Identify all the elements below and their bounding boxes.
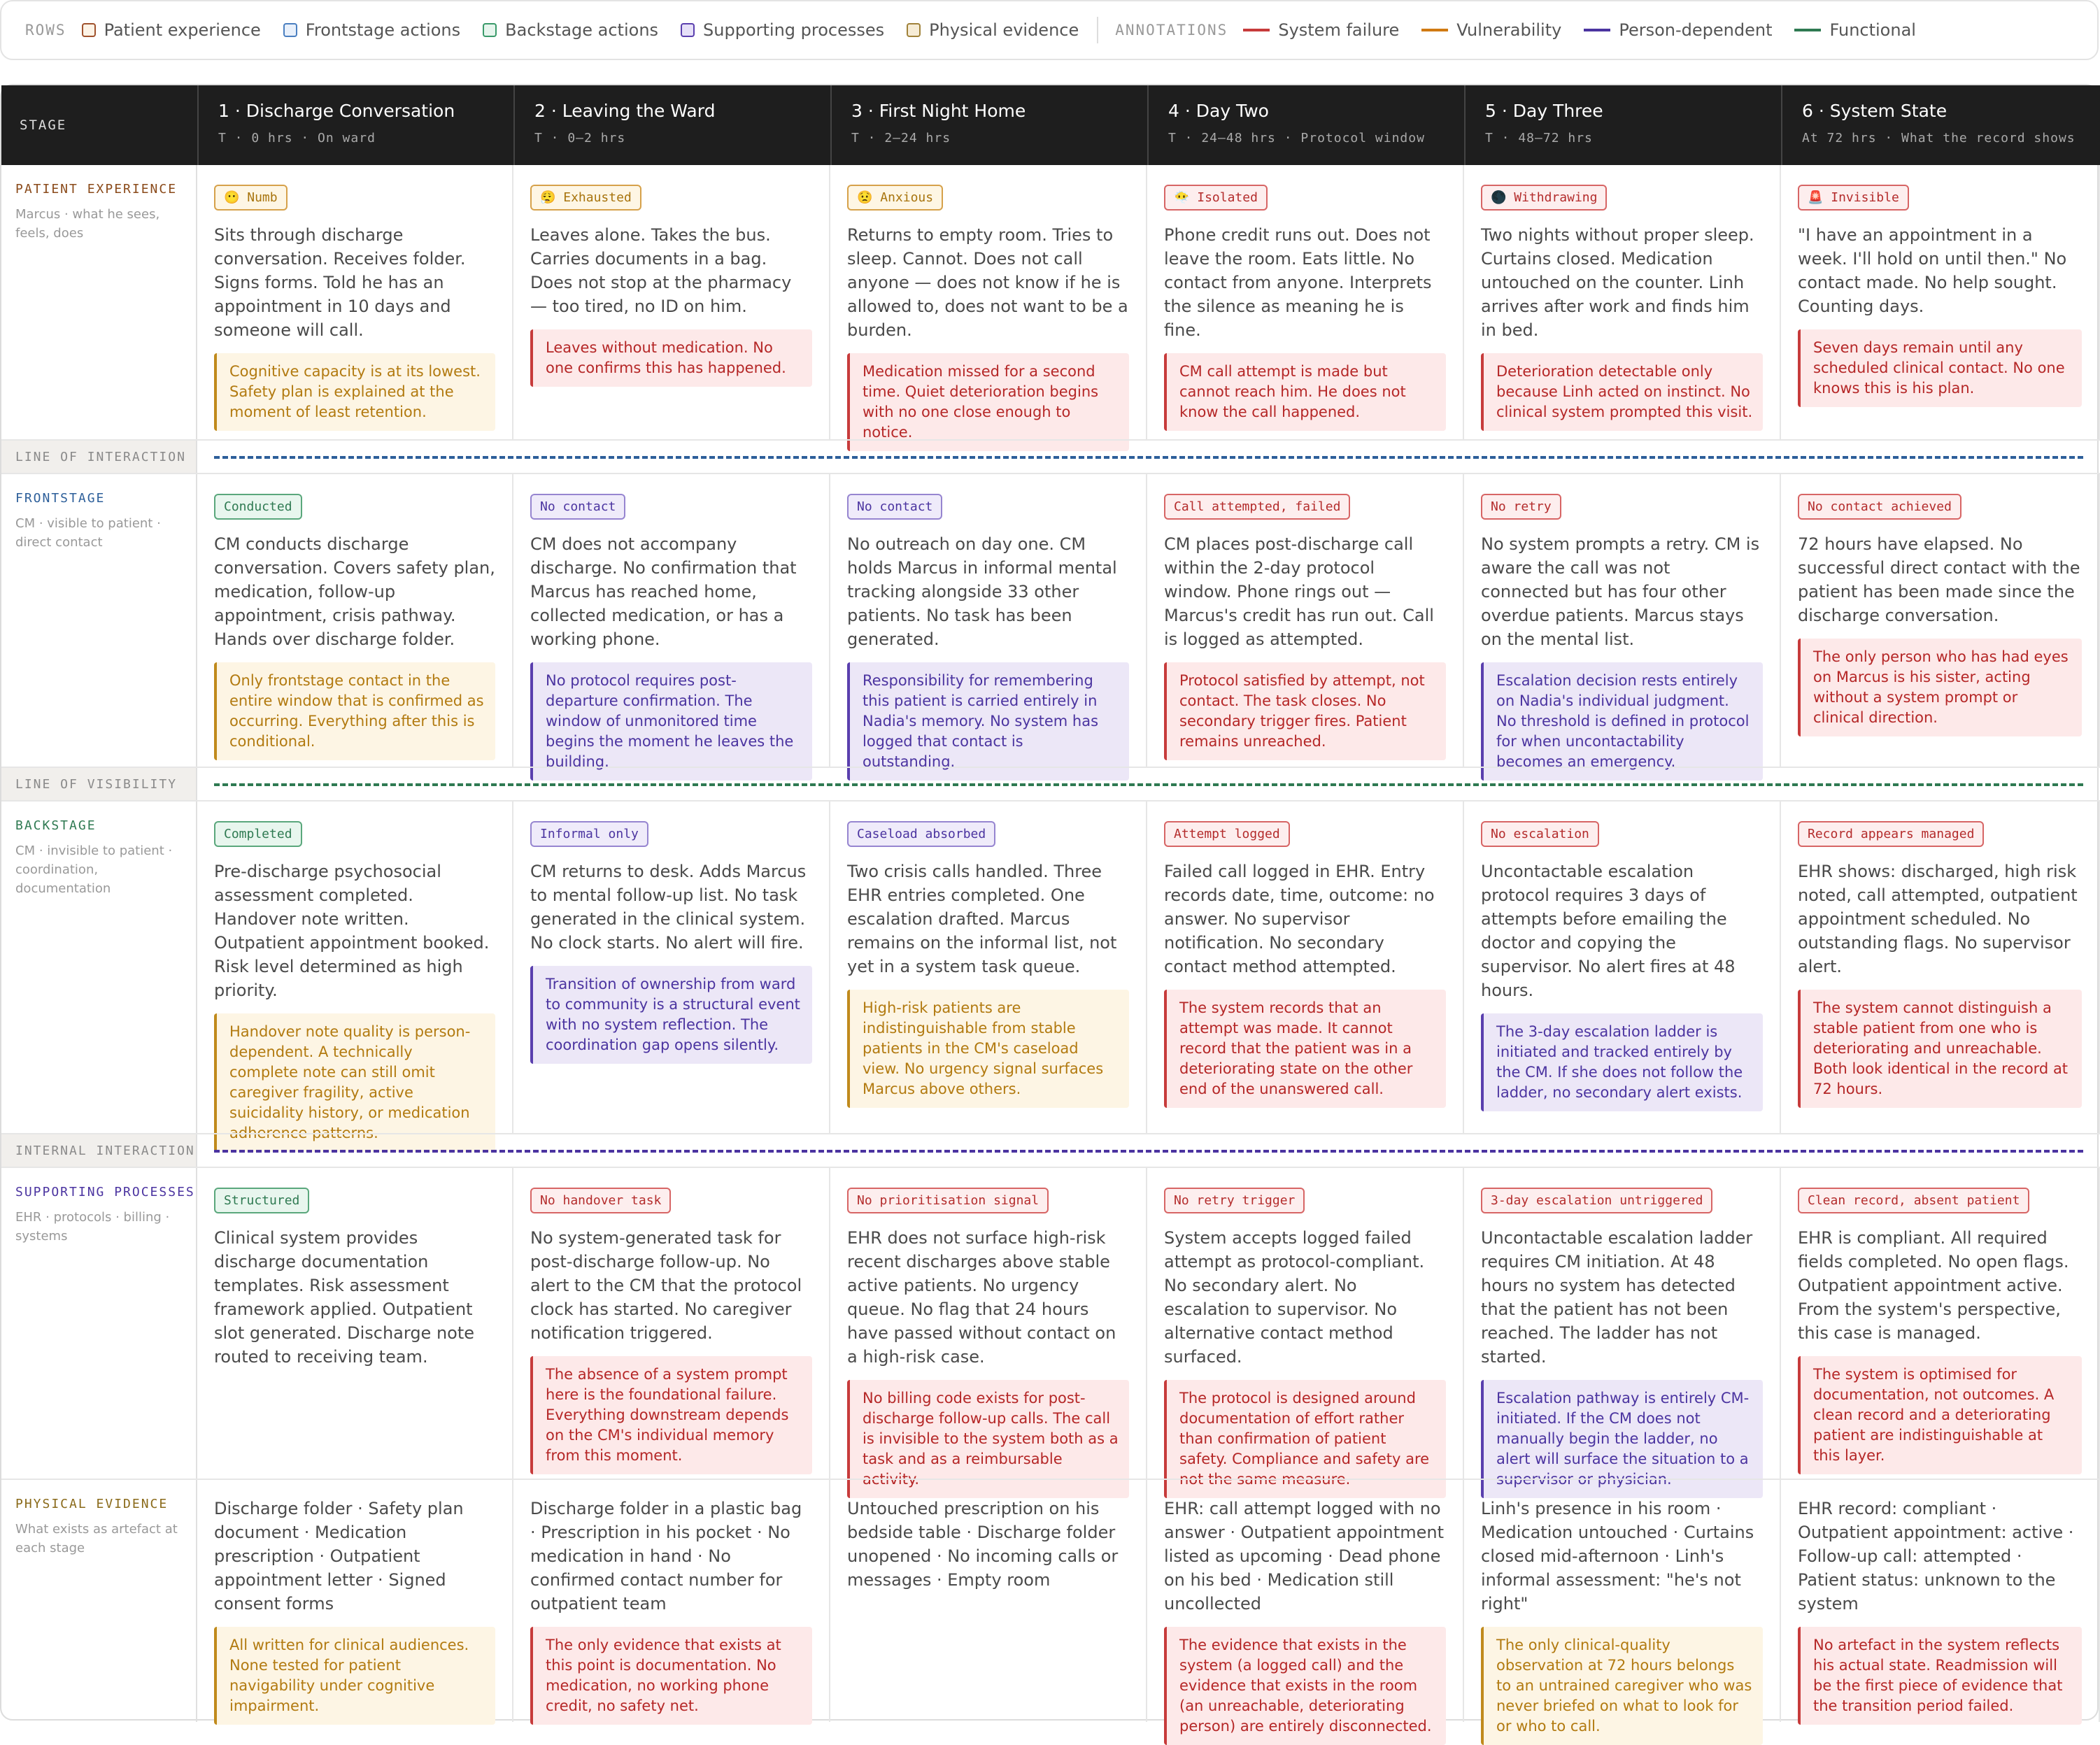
- annotation-note: Handover note quality is person-dependent. A technically complete note can still omit caregiver fragility, active suicidality history, or medication adherence patterns.: [214, 1013, 495, 1152]
- cell-backstage-stage-5: [1464, 802, 1781, 1133]
- status-badge: Structured: [214, 1188, 309, 1213]
- legend-swatch: [681, 23, 695, 37]
- status-badge: No handover task: [530, 1188, 671, 1213]
- legend-label: Patient experience: [104, 20, 261, 40]
- status-badge: 😶 Numb: [214, 185, 288, 211]
- annotation-note: Protocol satisfied by attempt, not contact. The task closes. No secondary trigger fires. Patient remains unreached.: [1164, 662, 1446, 760]
- status-badge: Conducted: [214, 494, 302, 520]
- status-badge: 😮‍💨 Exhausted: [530, 185, 641, 211]
- annotation-note: The only clinical-quality observation at 72 hours belongs to an untrained caregiver who was never briefed on what to look for or who to call.: [1481, 1627, 1763, 1745]
- cell-description: EHR: call attempt logged with no answer · Outpatient appointment listed as upcoming · Dead phone on his bed · Medication still uncollected: [1164, 1499, 1445, 1614]
- divider-label: LINE OF INTERACTION: [1, 441, 197, 473]
- legend-annotation-functional: [1794, 20, 1915, 40]
- legend-line: [1421, 29, 1448, 31]
- annotation-note: The system is optimised for documentation, not outcomes. A clean record and a deteriorating patient are indistinguishable at this layer.: [1798, 1356, 2082, 1474]
- cell-frontstage-stage-5: [1464, 474, 1781, 770]
- legend-annotation-person-dependent: [1584, 20, 1772, 40]
- cell-physical-evidence-stage-6: [1781, 1480, 2100, 1722]
- cell-description: Failed call logged in EHR. Entry records date, time, outcome: no answer. No supervisor notification. No secondary contact method attempted.: [1164, 862, 1435, 976]
- stage-header-3: [830, 85, 1147, 165]
- status-badge: No contact: [530, 494, 625, 520]
- cell-supporting-processes-stage-1: [197, 1168, 513, 1479]
- cell-backstage-stage-1: [197, 802, 513, 1141]
- cell-description: EHR record: compliant · Outpatient appointment: active · Follow-up call: attempted · Patient status: unknown to the system: [1798, 1499, 2074, 1614]
- status-badge: No prioritisation signal: [847, 1188, 1049, 1213]
- row-supporting-processes: [1, 1168, 2100, 1488]
- stage-header-5: [1464, 85, 1781, 165]
- annotation-note: The evidence that exists in the system (a logged call) and the evidence that exists in the room (an unreachable, deteriorating person) are entirely disconnected.: [1164, 1627, 1446, 1745]
- legend-annotation-vulnerability: [1421, 20, 1561, 40]
- stage-subtitle: At 72 hrs · What the record shows: [1802, 131, 2076, 145]
- stage-subtitle: T · 24–48 hrs · Protocol window: [1168, 131, 1425, 145]
- status-badge: 😟 Anxious: [847, 185, 943, 211]
- status-badge: No retry: [1481, 494, 1561, 520]
- row-label-frontstage: [1, 474, 197, 767]
- row-subtitle: EHR · protocols · billing · systems: [15, 1210, 170, 1244]
- cell-patient-experience-stage-1: [197, 165, 513, 439]
- stage-title: 5 · Day Three: [1485, 101, 1603, 121]
- annotation-note: The only evidence that exists at this point is documentation. No medication, no working phone credit, no safety net.: [530, 1627, 812, 1725]
- legend-rows-title: ROWS: [25, 22, 66, 38]
- cell-description: Untouched prescription on his bedside table · Discharge folder unopened · No incoming calls or messages · Empty room: [847, 1499, 1119, 1590]
- stage-title: 2 · Leaving the Ward: [534, 101, 716, 121]
- cell-supporting-processes-stage-3: [830, 1168, 1147, 1488]
- cell-physical-evidence-stage-5: [1464, 1480, 1781, 1735]
- stage-header-1: [197, 85, 513, 165]
- cell-supporting-processes-stage-6: [1781, 1168, 2100, 1479]
- cell-physical-evidence-stage-2: [513, 1480, 830, 1722]
- blueprint-board: [0, 84, 2099, 1735]
- stage-title: 6 · System State: [1802, 101, 1948, 121]
- cell-description: Uncontactable escalation protocol requires 3 days of attempts before emailing the doctor and copying the supervisor. No alert fires at 48 hours.: [1481, 862, 1736, 1000]
- line-of-interaction: [1, 439, 2100, 474]
- cell-physical-evidence-stage-3: [830, 1480, 1147, 1722]
- status-badge: 🚨 Invisible: [1798, 185, 1909, 211]
- row-subtitle: What exists as artefact at each stage: [15, 1522, 178, 1555]
- cell-supporting-processes-stage-4: [1147, 1168, 1464, 1488]
- status-badge: Attempt logged: [1164, 821, 1290, 847]
- status-badge: Informal only: [530, 821, 648, 847]
- row-label-patient-experience: [1, 165, 197, 439]
- legend-label: Backstage actions: [505, 20, 659, 40]
- legend-swatch: [283, 23, 297, 37]
- annotation-note: The absence of a system prompt here is the foundational failure. Everything downstream depends on the CM's individual memory from this moment.: [530, 1356, 812, 1474]
- cell-description: No system prompts a retry. CM is aware the call was not connected but has four other overdue patients. Marcus stays on the mental list.: [1481, 534, 1760, 649]
- annotation-note: CM call attempt is made but cannot reach him. He does not know the call happened.: [1164, 353, 1446, 431]
- legend-label: Physical evidence: [929, 20, 1079, 40]
- annotation-note: Cognitive capacity is at its lowest. Safety plan is explained at the moment of least retention.: [214, 353, 495, 431]
- annotation-note: Escalation decision rests entirely on Nadia's individual judgment. No threshold is defined in protocol for when uncontactability becomes an emergency.: [1481, 662, 1763, 781]
- row-label-supporting-processes: [1, 1168, 197, 1479]
- legend-label: System failure: [1278, 20, 1400, 40]
- cell-supporting-processes-stage-5: [1464, 1168, 1781, 1488]
- cell-description: CM does not accompany discharge. No confirmation that Marcus has reached home, collected medication, or has a working phone.: [530, 534, 797, 649]
- cell-description: Two nights without proper sleep. Curtains closed. Medication untouched on the counter. Linh arrives after work and finds him in bed.: [1481, 225, 1754, 340]
- annotation-note: Transition of ownership from ward to community is a structural event with no system reflection. The coordination gap opens silently.: [530, 966, 812, 1064]
- cell-patient-experience-stage-2: [513, 165, 830, 439]
- row-label-physical-evidence: [1, 1480, 197, 1722]
- row-title: PHYSICAL EVIDENCE: [15, 1497, 169, 1511]
- annotation-note: High-risk patients are indistinguishable from stable patients in the CM's caseload view. No urgency signal surfaces Marcus above others.: [847, 990, 1129, 1108]
- status-badge: Caseload absorbed: [847, 821, 995, 847]
- legend-row-supporting: [681, 20, 884, 40]
- cell-description: Leaves alone. Takes the bus. Carries documents in a bag. Does not stop at the pharmacy — too tired, no ID on him.: [530, 225, 792, 316]
- stage-subtitle: T · 0–2 hrs: [534, 131, 626, 145]
- status-badge: No retry trigger: [1164, 1188, 1305, 1213]
- annotation-note: No protocol requires post-departure confirmation. The window of unmonitored time begins the moment he leaves the building.: [530, 662, 812, 781]
- row-backstage: [1, 802, 2100, 1141]
- legend-bar: [0, 0, 2099, 60]
- stage-subtitle: T · 2–24 hrs: [851, 131, 951, 145]
- legend-annotations-title: ANNOTATIONS: [1115, 22, 1228, 38]
- stage-header-2: [513, 85, 830, 165]
- cell-description: EHR does not surface high-risk recent discharges above stable active patients. No urgency queue. No flag that 24 hours have passed without contact on a high-risk case.: [847, 1228, 1116, 1367]
- cell-backstage-stage-4: [1147, 802, 1464, 1133]
- annotation-note: Deterioration detectable only because Linh acted on instinct. No clinical system prompted this visit.: [1481, 353, 1763, 431]
- cell-patient-experience-stage-5: [1464, 165, 1781, 439]
- row-subtitle: CM · invisible to patient · coordination, documentation: [15, 843, 173, 896]
- cell-physical-evidence-stage-1: [197, 1480, 513, 1722]
- cell-description: Discharge folder in a plastic bag · Prescription in his pocket · No medication in hand · No confirmed contact number for outpatient team: [530, 1499, 802, 1614]
- cell-description: Sits through discharge conversation. Receives folder. Signs forms. Told he has an appointment in 10 days and someone will call.: [214, 225, 466, 340]
- cell-description: 72 hours have elapsed. No successful direct contact with the patient has been made since the discharge conversation.: [1798, 534, 2080, 625]
- legend-swatch: [483, 23, 497, 37]
- legend-label: Vulnerability: [1456, 20, 1562, 40]
- row-subtitle: Marcus · what he sees, feels, does: [15, 207, 160, 241]
- legend-label: Frontstage actions: [305, 20, 461, 40]
- internal-interaction-line: [1, 1133, 2100, 1168]
- legend-swatch: [82, 23, 96, 37]
- legend-swatch: [907, 23, 921, 37]
- legend-row-backstage: [483, 20, 658, 40]
- annotation-note: No billing code exists for post-discharge follow-up calls. The call is invisible to the system both as a task and as a reimbursable activity.: [847, 1380, 1129, 1498]
- status-badge: No escalation: [1481, 821, 1599, 847]
- row-subtitle: CM · visible to patient · direct contact: [15, 516, 161, 550]
- divider-label: INTERNAL INTERACTION: [1, 1134, 197, 1167]
- cell-description: Uncontactable escalation ladder requires CM initiation. At 48 hours no system has detected that the patient has not been reached. The ladder has not started.: [1481, 1228, 1753, 1367]
- stage-title: 4 · Day Two: [1168, 101, 1269, 121]
- stage-subtitle: T · 48–72 hrs: [1485, 131, 1593, 145]
- annotation-note: The system cannot distinguish a stable patient from one who is deteriorating and unreachable. Both look identical in the record at 72 hours.: [1798, 990, 2082, 1108]
- cell-description: Linh's presence in his room · Medication untouched · Curtains closed mid-afternoon · Linh's informal assessment: "he's not right": [1481, 1499, 1754, 1614]
- cell-patient-experience-stage-4: [1147, 165, 1464, 439]
- annotation-note: The only person who has had eyes on Marcus is his sister, acting without a system prompt or clinical direction.: [1798, 639, 2082, 736]
- stage-header-4: [1147, 85, 1464, 165]
- line-of-visibility: [1, 767, 2100, 802]
- status-badge: No contact: [847, 494, 942, 520]
- legend-line: [1243, 29, 1270, 31]
- status-badge: Completed: [214, 821, 302, 847]
- row-title: SUPPORTING PROCESSES: [15, 1185, 195, 1199]
- dashed-line: [214, 783, 2083, 786]
- annotation-note: The 3-day escalation ladder is initiated and tracked entirely by the CM. If she does not follow the ladder, no secondary alert exists.: [1481, 1013, 1763, 1111]
- cell-description: No system-generated task for post-discharge follow-up. No alert to the CM that the protocol clock has started. No caregiver notification triggered.: [530, 1228, 802, 1343]
- stage-title: 1 · Discharge Conversation: [218, 101, 455, 121]
- cell-description: Clinical system provides discharge documentation templates. Risk assessment framework applied. Outpatient slot generated. Discharge note routed to receiving team.: [214, 1228, 475, 1367]
- status-badge: Clean record, absent patient: [1798, 1188, 2029, 1213]
- cell-physical-evidence-stage-4: [1147, 1480, 1464, 1735]
- stage-column-label: STAGE: [20, 117, 67, 133]
- cell-supporting-processes-stage-2: [513, 1168, 830, 1479]
- legend-separator: [1097, 17, 1098, 43]
- status-badge: Call attempted, failed: [1164, 494, 1350, 520]
- cell-frontstage-stage-6: [1781, 474, 2100, 767]
- stage-header-6: [1781, 85, 2100, 165]
- stage-header: [1, 85, 2100, 165]
- annotation-note: Seven days remain until any scheduled clinical contact. No one knows this is his plan.: [1798, 329, 2082, 407]
- annotation-note: The protocol is designed around documentation of effort rather than confirmation of patient safety. Compliance and safety are not the same measure.: [1164, 1380, 1446, 1498]
- cell-description: Returns to empty room. Tries to sleep. Cannot. Does not call anyone — does not know if he is allowed to, does not want to be a burden.: [847, 225, 1128, 340]
- dashed-line: [214, 1150, 2083, 1153]
- annotation-note: Escalation pathway is entirely CM-initiated. If the CM does not manually begin the ladder, no alert will surface the situation to a supervisor or physician.: [1481, 1380, 1763, 1498]
- cell-description: No outreach on day one. CM holds Marcus in informal mental tracking alongside 33 other patients. No task has been generated.: [847, 534, 1117, 649]
- row-physical-evidence: [1, 1479, 2100, 1735]
- cell-description: Two crisis calls handled. Three EHR entries completed. One escalation drafted. Marcus remains on the informal list, not yet in a system task queue.: [847, 862, 1117, 976]
- cell-description: CM returns to desk. Adds Marcus to mental follow-up list. No task generated in the clinical system. No clock starts. No alert will fire.: [530, 862, 807, 953]
- row-frontstage: [1, 474, 2100, 770]
- cell-description: CM places post-discharge call within the 2-day protocol window. Phone rings out — Marcus's credit has run out. Call is logged as attempted.: [1164, 534, 1434, 649]
- row-title: FRONTSTAGE: [15, 491, 106, 506]
- dashed-line: [214, 456, 2083, 459]
- stage-subtitle: T · 0 hrs · On ward: [218, 131, 376, 145]
- legend-line: [1794, 29, 1821, 31]
- cell-description: EHR shows: discharged, high risk noted, call attempted, outpatient appointment scheduled. No outstanding flags. No supervisor alert.: [1798, 862, 2078, 976]
- cell-frontstage-stage-2: [513, 474, 830, 770]
- cell-description: CM conducts discharge conversation. Covers safety plan, medication, follow-up appointment, crisis pathway. Hands over discharge folder.: [214, 534, 495, 649]
- cell-description: Discharge folder · Safety plan document · Medication prescription · Outpatient appointment letter · Signed consent forms: [214, 1499, 464, 1614]
- status-badge: 🌑 Withdrawing: [1481, 185, 1607, 211]
- cell-frontstage-stage-4: [1147, 474, 1464, 767]
- legend-label: Supporting processes: [703, 20, 885, 40]
- legend-line: [1584, 29, 1610, 31]
- status-badge: 3-day escalation untriggered: [1481, 1188, 1712, 1213]
- cell-description: System accepts logged failed attempt as protocol-compliant. No secondary alert. No escalation to supervisor. No alternative contact method surfaced.: [1164, 1228, 1425, 1367]
- annotation-note: Leaves without medication. No one confirms this has happened.: [530, 329, 812, 387]
- annotation-note: Medication missed for a second time. Quiet deterioration begins with no one close enough to notice.: [847, 353, 1129, 451]
- status-badge: No contact achieved: [1798, 494, 1961, 520]
- row-patient-experience: [1, 165, 2100, 439]
- cell-patient-experience-stage-6: [1781, 165, 2100, 439]
- annotation-note: The system records that an attempt was made. It cannot record that the patient was in a deteriorating state on the other end of the unanswered call.: [1164, 990, 1446, 1108]
- row-title: PATIENT EXPERIENCE: [15, 182, 178, 197]
- legend-annotation-system-failure: [1243, 20, 1399, 40]
- legend-row-frontstage: [283, 20, 460, 40]
- cell-frontstage-stage-3: [830, 474, 1147, 770]
- cell-backstage-stage-2: [513, 802, 830, 1133]
- cell-backstage-stage-6: [1781, 802, 2100, 1133]
- legend-row-patient-experience: [82, 20, 261, 40]
- cell-description: EHR is compliant. All required fields completed. No open flags. Outpatient appointment active. From the system's perspective, this case is managed.: [1798, 1228, 2069, 1343]
- cell-description: "I have an appointment in a week. I'll hold on until then." No contact made. No help sought. Counting days.: [1798, 225, 2067, 316]
- row-title: BACKSTAGE: [15, 818, 97, 833]
- stage-title: 3 · First Night Home: [851, 101, 1026, 121]
- cell-backstage-stage-3: [830, 802, 1147, 1133]
- annotation-note: No artefact in the system reflects his actual state. Readmission will be the first piece of evidence that the transition period failed.: [1798, 1627, 2082, 1725]
- row-label-backstage: [1, 802, 197, 1133]
- cell-frontstage-stage-1: [197, 474, 513, 767]
- annotation-note: All written for clinical audiences. None tested for patient navigability under cognitive impairment.: [214, 1627, 495, 1725]
- cell-patient-experience-stage-3: [830, 165, 1147, 439]
- status-badge: 😶‍🌫️ Isolated: [1164, 185, 1268, 211]
- divider-label: LINE OF VISIBILITY: [1, 768, 197, 800]
- annotation-note: Only frontstage contact in the entire window that is confirmed as occurring. Everything after this is conditional.: [214, 662, 495, 760]
- annotation-note: Responsibility for remembering this patient is carried entirely in Nadia's memory. No system has logged that contact is outstanding.: [847, 662, 1129, 781]
- cell-description: Phone credit runs out. Does not leave the room. Eats little. No contact from anyone. Interprets the silence as meaning he is fine.: [1164, 225, 1432, 340]
- status-badge: Record appears managed: [1798, 821, 1984, 847]
- legend-label: Person-dependent: [1619, 20, 1773, 40]
- legend-row-physical: [907, 20, 1079, 40]
- legend-label: Functional: [1829, 20, 1916, 40]
- cell-description: Pre-discharge psychosocial assessment completed. Handover note written. Outpatient appointment booked. Risk level determined as high priority.: [214, 862, 490, 1000]
